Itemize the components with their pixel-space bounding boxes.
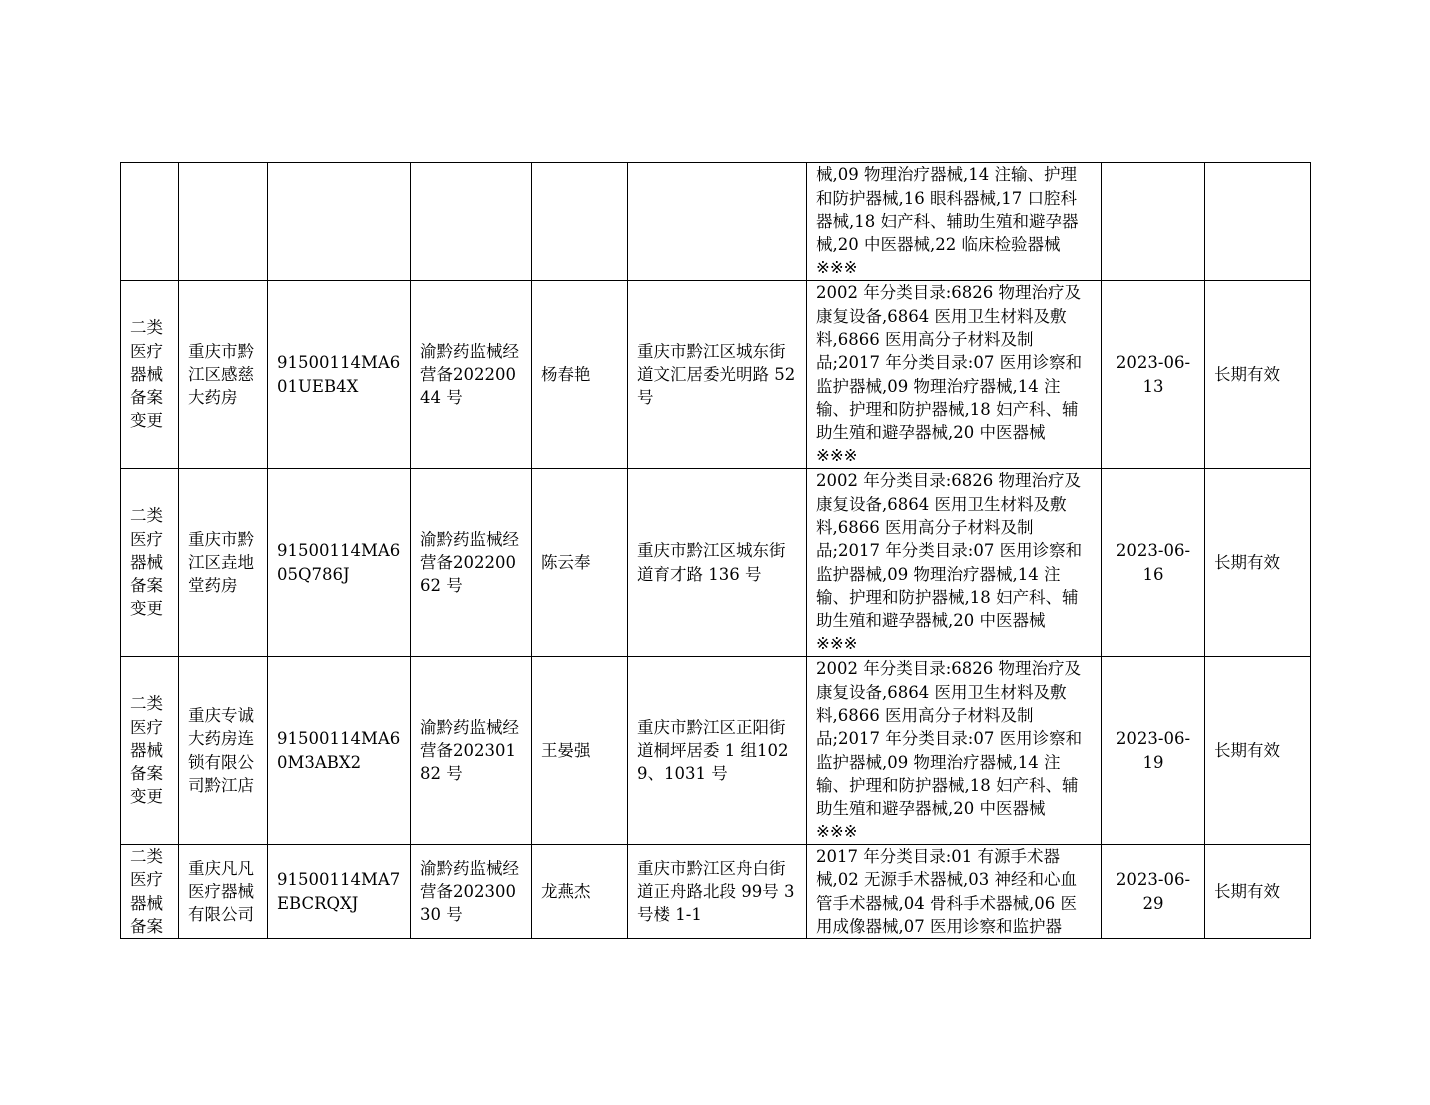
legal-person-cell: 王晏强	[532, 657, 628, 845]
table-row	[121, 281, 1311, 469]
category-line: 2002 年分类目录:6826 物理治疗及	[816, 283, 1082, 303]
category-line: 管手术器械,04 骨科手术器械,06 医	[816, 893, 1077, 913]
legal-person-cell: 杨春艳	[532, 281, 628, 469]
category-text	[816, 845, 1092, 938]
category-text	[816, 281, 1092, 467]
filing-date-cell: 2023-06-16	[1102, 469, 1205, 657]
device-category-cell	[807, 281, 1102, 469]
address-cell: 重庆市黔江区正阳街道桐坪居委 1 组1029、1031 号	[628, 657, 807, 845]
company-name-cell	[179, 163, 268, 281]
category-line: 料,6866 医用高分子材料及制	[816, 705, 1034, 725]
category-line: 监护器械,09 物理治疗器械,14 注	[816, 564, 1061, 584]
record-type-cell: 二类医疗器械备案变更	[121, 281, 179, 469]
table-row	[121, 657, 1311, 845]
credit-code-cell: 91500114MA7EBCRQXJ	[268, 845, 411, 939]
category-line: 康复设备,6864 医用卫生材料及敷	[816, 494, 1067, 514]
category-line: 助生殖和避孕器械,20 中医器械	[816, 799, 1046, 819]
category-line: 和防护器械,16 眼科器械,17 口腔科	[816, 188, 1077, 208]
record-number-cell: 渝黔药监械经营备20220044 号	[411, 281, 532, 469]
device-category-cell	[807, 845, 1102, 939]
filing-date-cell	[1102, 163, 1205, 281]
legal-person-cell	[532, 163, 628, 281]
category-line: 2002 年分类目录:6826 物理治疗及	[816, 659, 1082, 679]
record-type-cell: 二类医疗器械备案	[121, 845, 179, 939]
address-cell: 重庆市黔江区城东街道文汇居委光明路 52 号	[628, 281, 807, 469]
filing-date-cell: 2023-06-19	[1102, 657, 1205, 845]
record-type-cell: 二类医疗器械备案变更	[121, 469, 179, 657]
device-category-cell	[807, 469, 1102, 657]
category-line: ※※※	[816, 258, 858, 278]
company-name-cell: 重庆市黔江区感慈大药房	[179, 281, 268, 469]
device-category-cell	[807, 657, 1102, 845]
company-name-cell: 重庆专诚大药房连锁有限公司黔江店	[179, 657, 268, 845]
validity-cell: 长期有效	[1205, 469, 1311, 657]
table-row	[121, 469, 1311, 657]
category-line: 监护器械,09 物理治疗器械,14 注	[816, 752, 1061, 772]
device-category-cell	[807, 163, 1102, 281]
category-line: 康复设备,6864 医用卫生材料及敷	[816, 682, 1067, 702]
category-line: 器械,18 妇产科、辅助生殖和避孕器	[816, 211, 1079, 231]
category-line: 助生殖和避孕器械,20 中医器械	[816, 423, 1046, 443]
category-line: 料,6866 医用高分子材料及制	[816, 517, 1034, 537]
validity-cell	[1205, 163, 1311, 281]
category-text	[816, 163, 1092, 279]
category-line: 料,6866 医用高分子材料及制	[816, 329, 1034, 349]
filing-date-cell: 2023-06-13	[1102, 281, 1205, 469]
credit-code-cell	[268, 163, 411, 281]
filing-date-cell: 2023-06-29	[1102, 845, 1205, 939]
category-line: ※※※	[816, 822, 858, 842]
category-line: 输、护理和防护器械,18 妇产科、辅	[816, 587, 1079, 607]
category-text	[816, 469, 1092, 655]
validity-cell: 长期有效	[1205, 281, 1311, 469]
category-line: 品;2017 年分类目录:07 医用诊察和	[816, 541, 1083, 561]
company-name-cell: 重庆市黔江区垚地堂药房	[179, 469, 268, 657]
category-line: 械,02 无源手术器械,03 神经和心血	[816, 870, 1077, 890]
validity-cell: 长期有效	[1205, 845, 1311, 939]
category-line: 康复设备,6864 医用卫生材料及敷	[816, 306, 1067, 326]
legal-person-cell: 陈云奉	[532, 469, 628, 657]
credit-code-cell: 91500114MA605Q786J	[268, 469, 411, 657]
record-number-cell: 渝黔药监械经营备20220062 号	[411, 469, 532, 657]
category-line: 械,09 物理治疗器械,14 注输、护理	[816, 165, 1077, 185]
address-cell	[628, 163, 807, 281]
category-line: 品;2017 年分类目录:07 医用诊察和	[816, 353, 1083, 373]
validity-cell: 长期有效	[1205, 657, 1311, 845]
address-cell: 重庆市黔江区城东街道育才路 136 号	[628, 469, 807, 657]
credit-code-cell: 91500114MA60M3ABX2	[268, 657, 411, 845]
record-type-cell	[121, 163, 179, 281]
table-row	[121, 163, 1311, 281]
category-line: 助生殖和避孕器械,20 中医器械	[816, 611, 1046, 631]
table-row	[121, 845, 1311, 939]
category-line: 械,20 中医器械,22 临床检验器械	[816, 235, 1061, 255]
company-name-cell: 重庆凡凡医疗器械有限公司	[179, 845, 268, 939]
legal-person-cell: 龙燕杰	[532, 845, 628, 939]
category-line: 2017 年分类目录:01 有源手术器	[816, 847, 1061, 866]
credit-code-cell: 91500114MA601UEB4X	[268, 281, 411, 469]
category-line: 输、护理和防护器械,18 妇产科、辅	[816, 775, 1079, 795]
category-line: ※※※	[816, 634, 858, 654]
category-line: ※※※	[816, 446, 858, 466]
record-number-cell: 渝黔药监械经营备20230182 号	[411, 657, 532, 845]
category-line: 输、护理和防护器械,18 妇产科、辅	[816, 399, 1079, 419]
record-number-cell: 渝黔药监械经营备20230030 号	[411, 845, 532, 939]
category-line: 监护器械,09 物理治疗器械,14 注	[816, 376, 1061, 396]
record-type-cell: 二类医疗器械备案变更	[121, 657, 179, 845]
category-line: 2002 年分类目录:6826 物理治疗及	[816, 471, 1082, 491]
category-text	[816, 657, 1092, 843]
address-cell: 重庆市黔江区舟白街道正舟路北段 99号 3 号楼 1-1	[628, 845, 807, 939]
category-line: 用成像器械,07 医用诊察和监护器	[816, 916, 1062, 936]
category-line: 品;2017 年分类目录:07 医用诊察和	[816, 729, 1083, 749]
medical-device-record-table	[120, 162, 1311, 939]
record-number-cell	[411, 163, 532, 281]
